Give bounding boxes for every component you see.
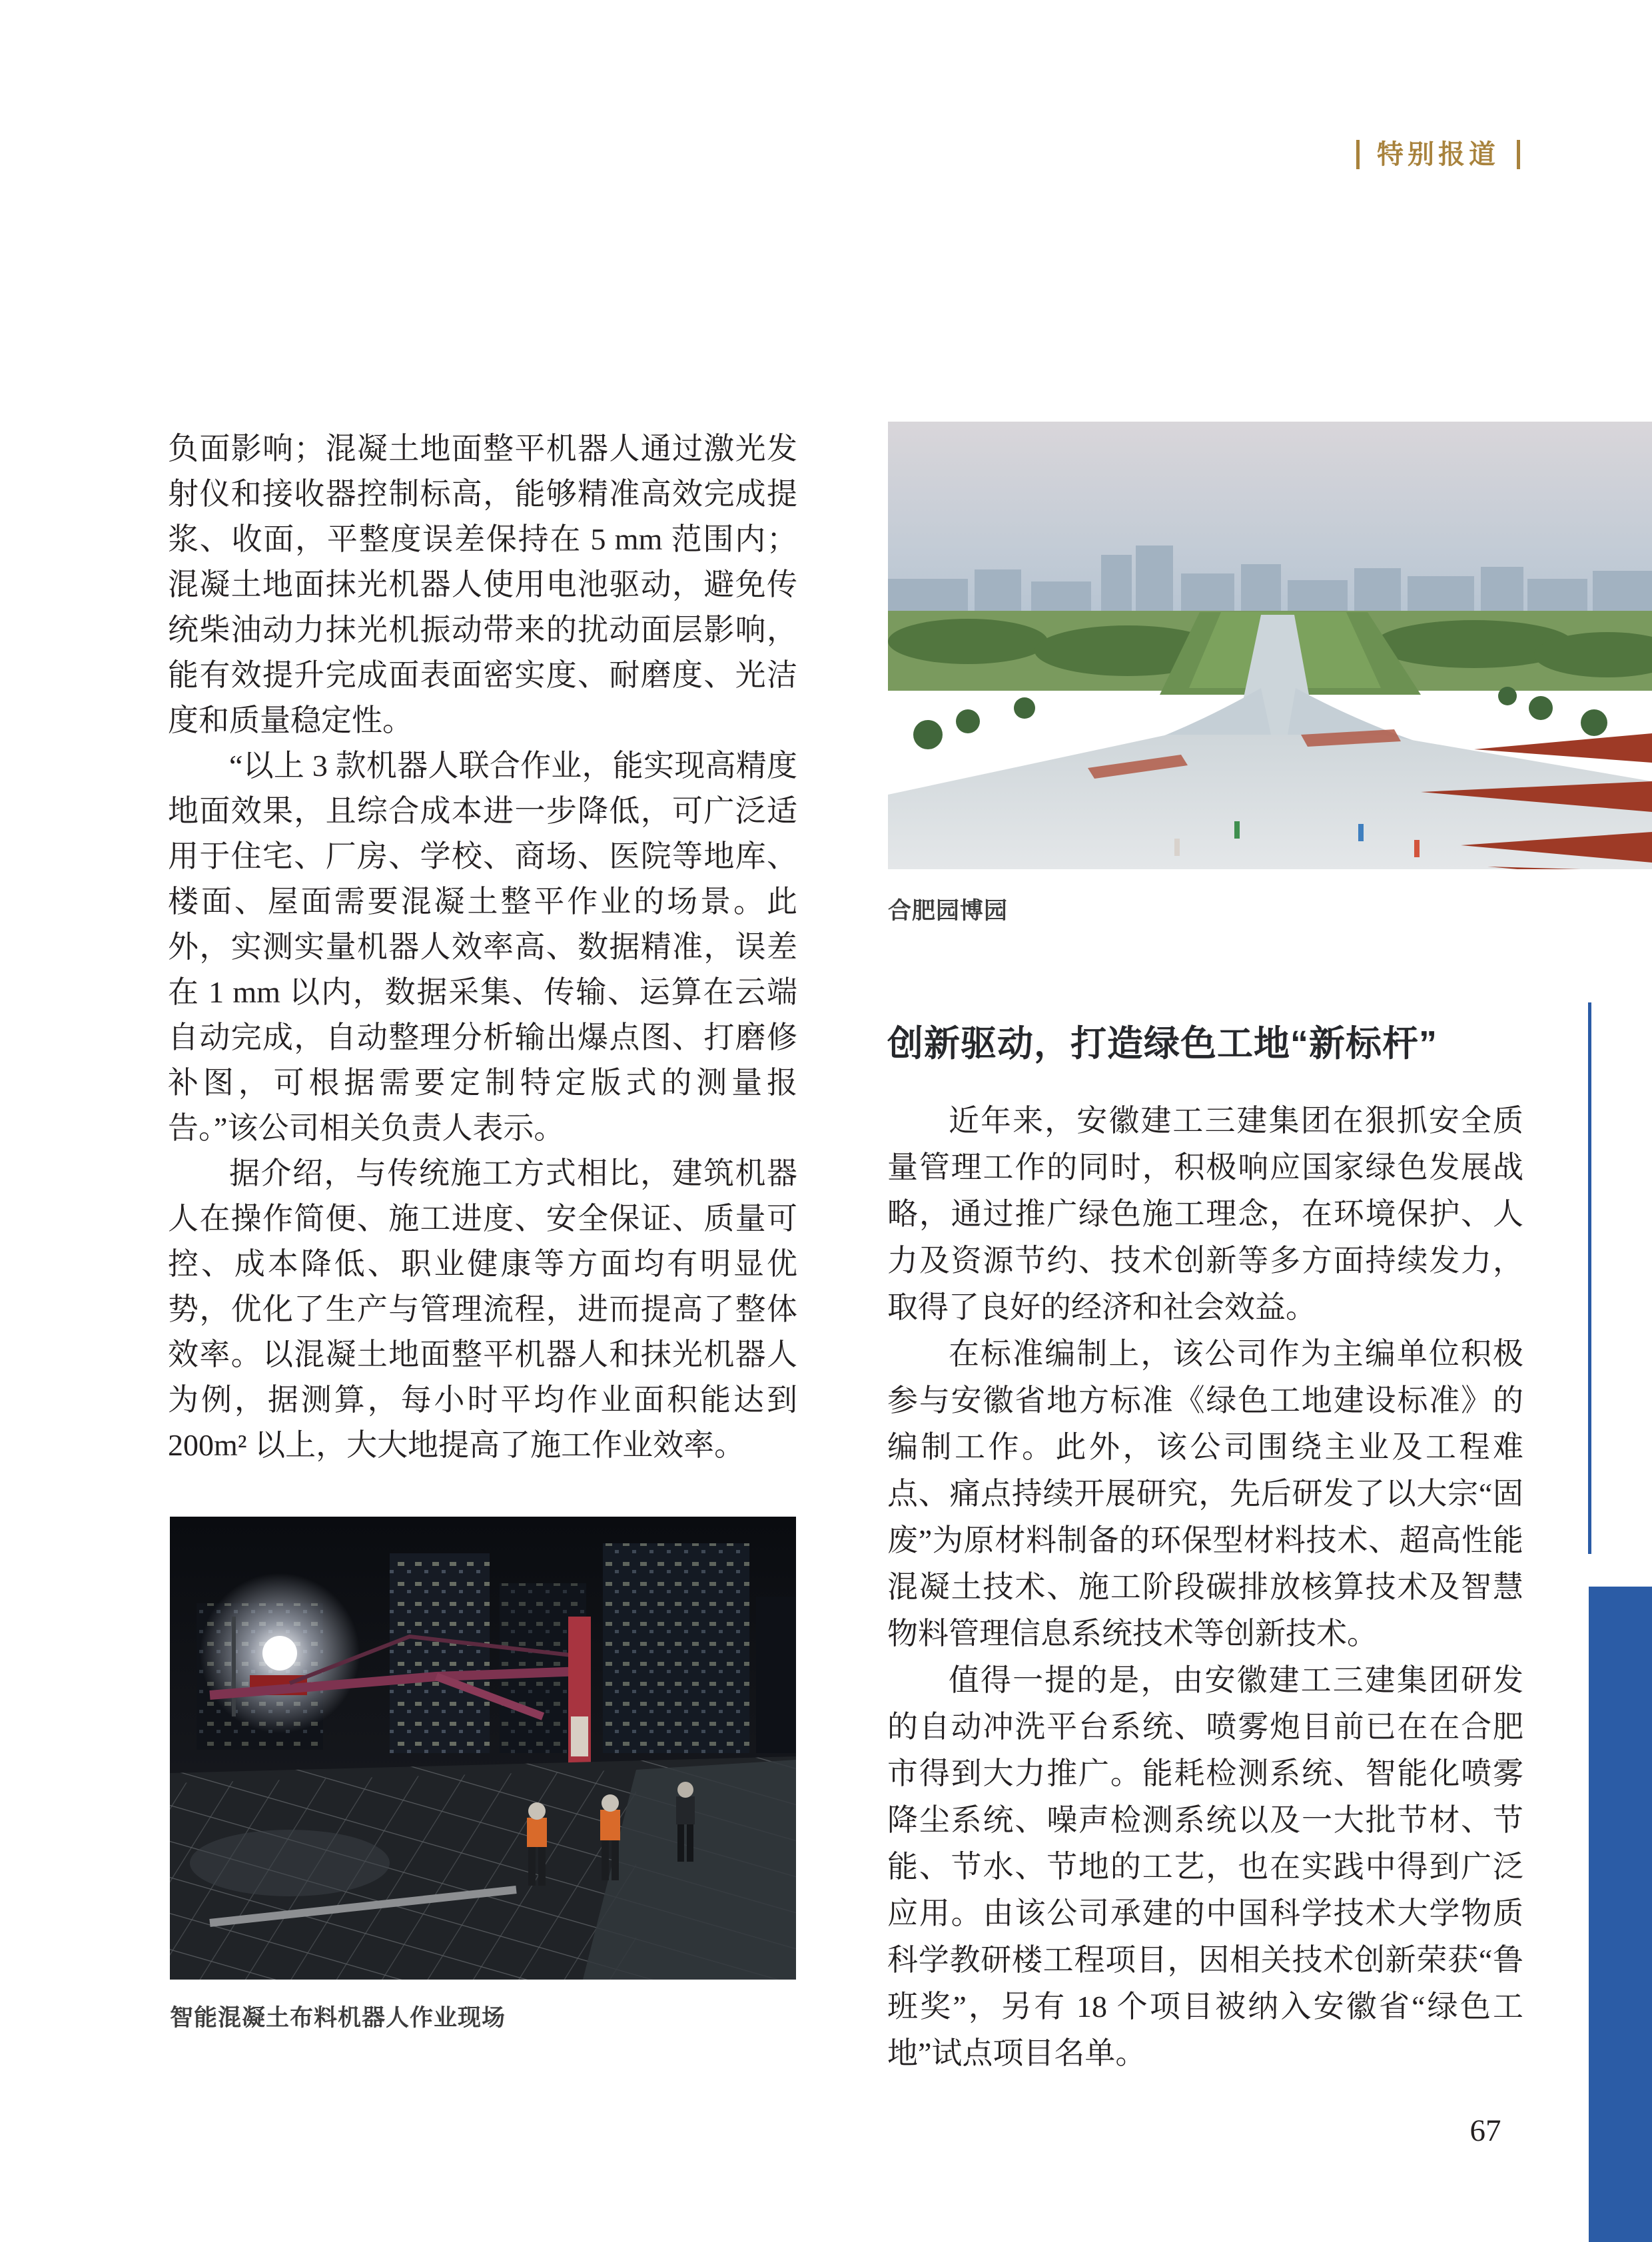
paragraph: 在标准编制上，该公司作为主编单位积极参与安徽省地方标准《绿色工地建设标准》的编制工作。此外，该公司围绕主业及工程难点、痛点持续开展研究，先后研发了以大宗“固废”为原材料制备的环保型材料技术、超高性能混凝土技术、施工阶段碳排放核算技术及智慧物料管理信息系统技术等创新技术。 — [887, 1337, 1523, 1651]
page-number: 67 — [1469, 2113, 1501, 2148]
section-heading: 创新驱动，打造绿色工地“新标杆” — [887, 1024, 1438, 1064]
night-photo-caption: 智能混凝土布料机器人作业现场 — [170, 2005, 506, 2031]
night-construction-photo — [170, 1517, 796, 1980]
left-column — [168, 426, 797, 1468]
edge-bar — [1589, 1587, 1652, 2242]
park-aerial-photo — [888, 422, 1652, 869]
paragraph: 近年来，安徽建工三建集团在狠抓安全质量管理工作的同时，积极响应国家绿色发展战略，通过推广绿色施工理念，在环境保护、人力及资源节约、技术创新等多方面持续发力，取得了良好的经济和社会效益。 — [887, 1104, 1523, 1324]
header-separator-right — [1517, 140, 1520, 169]
paragraph: “以上 3 款机器人联合作业，能实现高精度地面效果，且综合成本进一步降低，可广泛适用于住宅、厂房、学校、商场、医院等地库、楼面、屋面需要混凝土整平作业的场景。此外，实测实量机器人效率高、数据精准，误差在 1 mm 以内，数据采集、传输、运算在云端自动完成，自动整理分析输出爆点图、打磨修补图，可根据需要定制特定版式的测量报告。”该公司相关负责人表示。 — [168, 749, 797, 1145]
paragraph: 据介绍，与传统施工方式相比，建筑机器人在操作简便、施工进度、安全保证、质量可控、成本降低、职业健康等方面均有明显优势，优化了生产与管理流程，进而提高了整体效率。以混凝土地面整平机器人和抹光机器人为例，据测算，每小时平均作业面积能达到 200m² 以上，大大地提高了施工作业效率。 — [168, 1156, 797, 1462]
paragraph: 值得一提的是，由安徽建工三建集团研发的自动冲洗平台系统、喷雾炮目前已在在合肥市得到大力推广。能耗检测系统、智能化喷雾降尘系统、噪声检测系统以及一大批节材、节能、节水、节地的工艺，也在实践中得到广泛应用。由该公司承建的中国科学技术大学物质科学教研楼工程项目，因相关技术创新荣获“鲁班奖”，另有 18 个项目被纳入安徽省“绿色工地”试点项目名单。 — [887, 1663, 1523, 2070]
header-label: 特别报道 — [1377, 140, 1499, 169]
right-column — [887, 1098, 1523, 2077]
accent-line — [1588, 1002, 1591, 1554]
header-separator-left — [1356, 140, 1360, 169]
section-header — [1356, 140, 1520, 169]
park-photo-caption: 合肥园博园 — [888, 898, 1009, 924]
paragraph: 负面影响；混凝土地面整平机器人通过激光发射仪和接收器控制标高，能够精准高效完成提浆、收面，平整度误差保持在 5 mm 范围内；混凝土地面抹光机器人使用电池驱动，避免传统柴油动力抹光机振动带来的扰动面层影响，能有效提升完成面表面密实度、耐磨度、光洁度和质量稳定性。 — [168, 432, 797, 737]
